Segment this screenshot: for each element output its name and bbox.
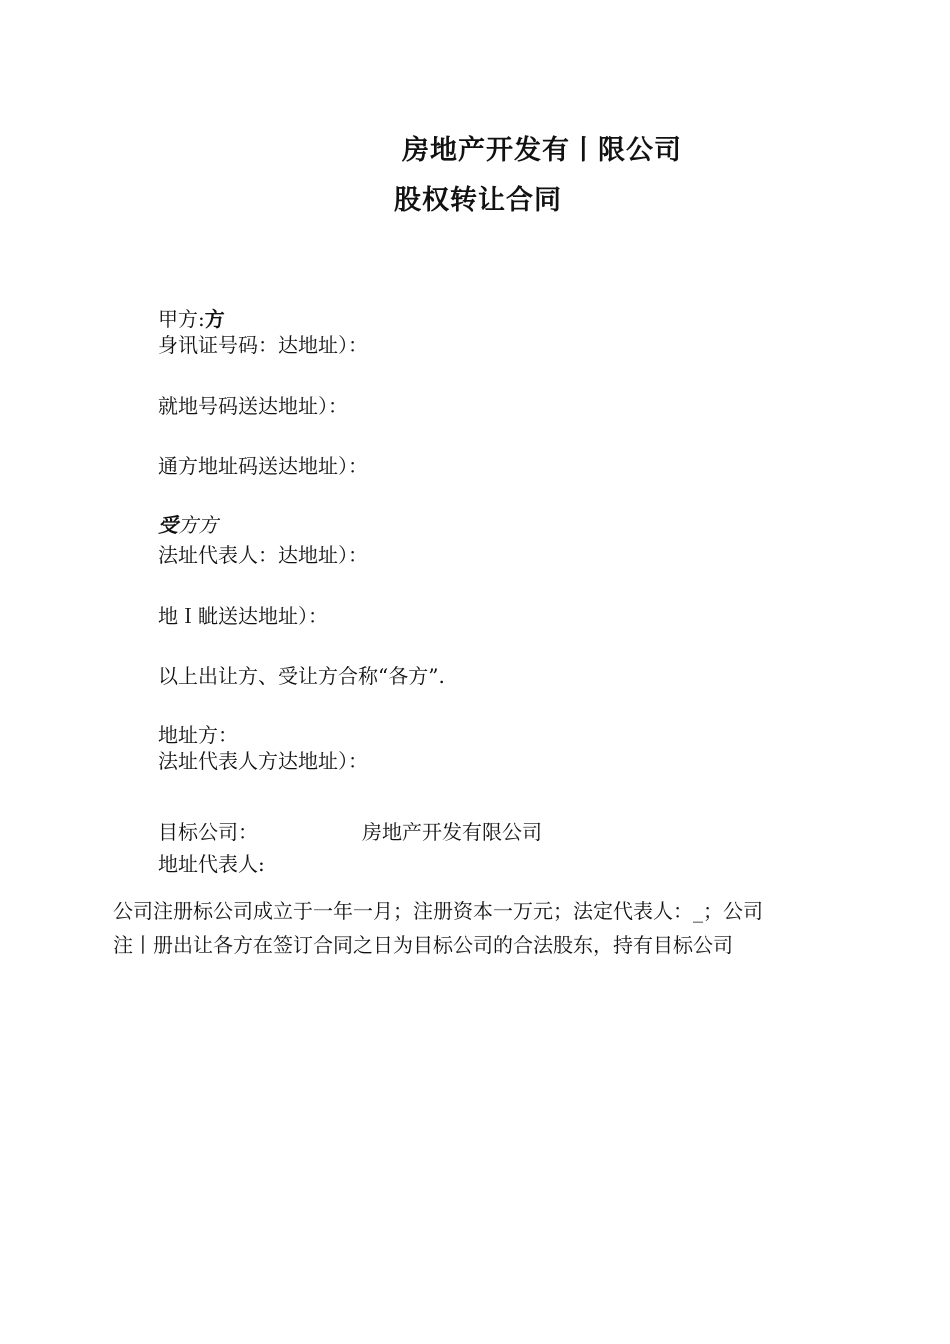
target-company-name: 房地产开发有限公司 <box>362 820 542 844</box>
party-b-heading <box>158 512 218 538</box>
target-rep-label: 地址代表人: <box>158 852 265 876</box>
document-title-company: 房地产开发有丨限公司 <box>402 135 682 166</box>
document-title-contract: 股权转让合同 <box>394 185 562 216</box>
collective-note: 以上出让方、受让方合称“各方”. <box>158 664 445 688</box>
party-a-line-3: 通方地址码送达地址）： <box>158 454 368 478</box>
party-b-rep-line: 法址代表人：达地址）： <box>158 543 368 567</box>
party-c-label: 地址方： <box>158 723 238 747</box>
body-paragraph-line-2: 注丨册出让各方在签订合同之日为目标公司的合法股东，持有目标公司 <box>113 933 733 957</box>
party-b-label-italic: 受 <box>158 513 178 537</box>
party-a-id-line: 身讯证号码：达地址）： <box>158 333 368 357</box>
party-b-line-2: 地Ｉ眦送达地址）： <box>158 604 328 628</box>
body-paragraph-line-1: 公司注册标公司成立于一年一月；注册资本一万元；法定代表人：_；公司 <box>113 899 763 923</box>
target-company-label: 目标公司： <box>158 820 258 844</box>
party-a-heading <box>158 306 225 332</box>
party-b-label-rest: 方方 <box>178 513 218 537</box>
party-a-label: 甲方: <box>158 307 205 331</box>
party-a-label-bold: 方 <box>204 307 225 331</box>
party-c-rep-line: 法址代表人方达地址）： <box>158 749 368 773</box>
party-a-line-2: 就地号码送达地址）： <box>158 394 348 418</box>
